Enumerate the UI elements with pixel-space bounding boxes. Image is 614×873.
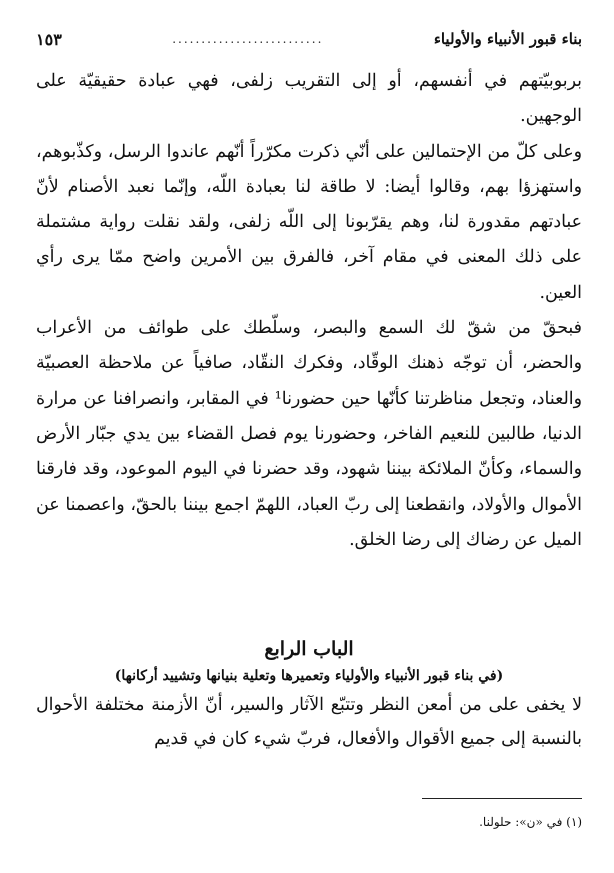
- header-leader-dots: ..........................: [172, 32, 324, 46]
- chapter-subtitle: (في بناء قبور الأنبياء والأولياء وتعميرها وتعلية بنيانها وتشييد أركانها): [114, 668, 504, 684]
- chapter-text: لا يخفى على من أمعن النظر وتتبّع الآثار والسير، أنّ الأزمنة مختلفة الأحوال بالنسبة إلى جميع الأقوال والأفعال، فربّ شيء كان في قديم: [36, 695, 582, 749]
- paragraph-1: بربوبيّتهم في أنفسهم، أو إلى التقريب زلفى، فهي عبادة حقيقيّة على الوجهين.: [36, 71, 582, 127]
- running-header: [36, 26, 582, 52]
- chapter-title: الباب الرابع: [264, 638, 354, 660]
- running-header-title: بناء قبور الأنبياء والأولياء: [433, 30, 582, 48]
- paragraph-2: وعلى كلّ من الإحتمالين على أنّي ذكرت مكرّراً أنّهم عاندوا الرسل، وكذّبوهم، واستهزؤا بهم، وقالوا أيضا: لا طاقة لنا بعبادة اللّه، وإنّما نعبد الأصنام لأنّ عبادتهم مقدورة لنا، وهم يقرّبونا إلى اللّه زلفى، ولقد نقلت رواية مشتملة على ذلك المعنى في مقام آخر، فالفرق بين الأمرين واضح ممّا يرى رأي العين.: [36, 141, 582, 303]
- paragraph-3: فبحقّ من شقّ لك السمع والبصر، وسلّطك على طوائف من الأعراب والحضر، أن توجّه ذهنك الوقّاد، وفكرك النقّاد، صافياً عن ملاحظة العصبيّة والعناد، وتجعل مناظرتنا كأنّها حين حضورنا¹ في المقابر، وانصرافنا عن مرارة الدنيا، طالبين للنعيم الفاخر، وحضورنا يوم فصل القضاء بين يدي جبّار الأرض والسماء، وكأنّ الملائكة بيننا شهود، وقد حضرنا في اليوم الموعود، وقد فارقنا الأموال والأولاد، وانقطعنا إلى ربّ العباد، اللهمّ اجمع بيننا بالحقّ، واعصمنا عن الميل عن رضاك إلى رضا الخلق.: [36, 318, 582, 550]
- page-number: ١٥٣: [36, 29, 62, 49]
- chapter-section: [36, 634, 582, 756]
- main-text: [36, 64, 582, 558]
- footnote: (١) في «ن»: حلولنا.: [479, 815, 582, 829]
- footnote-divider: [422, 798, 582, 799]
